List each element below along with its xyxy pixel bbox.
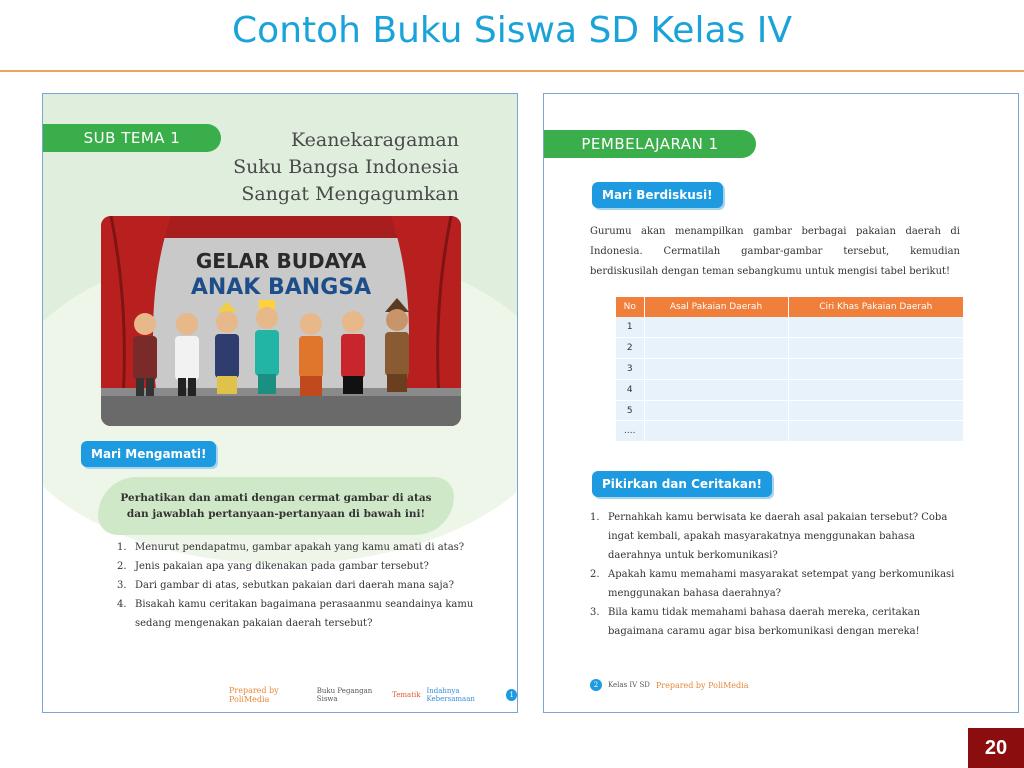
regional-clothing-table: [616, 297, 964, 442]
list-item: 2. Apakah kamu memahami masyarakat setempat yang berkomunikasi menggunakan bahasa daerahnya?: [590, 569, 955, 599]
list-item: 2. Jenis pakaian apa yang dikenakan pada gambar tersebut?: [117, 561, 429, 572]
stage-illustration: [101, 216, 461, 426]
subtema-tab: SUB TEMA 1: [43, 124, 221, 152]
page-number-badge: 2: [590, 679, 602, 691]
footer-book: Buku Pegangan Siswa: [316, 687, 373, 703]
title-divider: [0, 70, 1024, 72]
footer-prepared: Prepared by PoliMedia: [655, 680, 749, 690]
table-header-asal: Asal Pakaian Daerah: [644, 297, 788, 317]
banner-line-2: ANAK BANGSA: [190, 275, 372, 300]
list-item: 4. Bisakah kamu ceritakan bagaimana perasaanmu seandainya kamu sedang mengenakan pakaian daerah tersebut?: [117, 599, 474, 629]
table-row: ....: [616, 421, 964, 442]
table-header-no: No: [616, 297, 644, 317]
footer-tema: Indahnya Kebersamaan: [426, 687, 475, 703]
cultural-performance-illustration: [101, 216, 461, 426]
table-header-row: [616, 297, 964, 317]
footer-tematik: Tematik: [392, 691, 421, 699]
slide-title: Contoh Buku Siswa SD Kelas IV: [232, 10, 792, 51]
reflection-questions: [590, 508, 970, 641]
banner-line-1: GELAR BUDAYA: [195, 249, 367, 273]
book-page-right: [543, 93, 1019, 713]
table-row: 4: [616, 379, 964, 400]
table-header-ciri: Ciri Khas Pakaian Daerah: [788, 297, 964, 317]
mari-mengamati-label: Mari Mengamati!: [81, 441, 216, 467]
list-item: 1. Pernahkah kamu berwisata ke daerah asal pakaian tersebut? Coba ingat kembali, apakah masyarakatnya menggunakan bahasa daerahnya untuk berkomunikasi?: [590, 512, 948, 561]
observation-instruction: Perhatikan dan amati dengan cermat gambar di atas dan jawablah pertanyaan-pertanyaan di bawah ini!: [98, 477, 454, 535]
table-row: 3: [616, 359, 964, 380]
page-footer: [229, 686, 517, 704]
observation-questions: [117, 538, 477, 633]
page-number-badge: 1: [506, 689, 517, 701]
heading-line: Keanekaragaman: [290, 129, 459, 151]
mari-berdiskusi-label: Mari Berdiskusi!: [592, 182, 723, 208]
heading-line: Suku Bangsa Indonesia: [233, 156, 459, 178]
footer-prepared: Prepared by PoliMedia: [229, 686, 279, 704]
list-item: 3. Dari gambar di atas, sebutkan pakaian dari daerah mana saja?: [117, 580, 454, 591]
slide-page-number: 20: [968, 728, 1024, 768]
list-item: 1. Menurut pendapatmu, gambar apakah yang kamu amati di atas?: [117, 542, 465, 553]
table-row: 2: [616, 338, 964, 359]
table-row: 1: [616, 317, 964, 338]
subtema-heading: [233, 127, 459, 208]
footer-kelas: Kelas IV SD: [608, 681, 650, 689]
pembelajaran-tab: PEMBELAJARAN 1: [544, 130, 756, 158]
discussion-instruction: Gurumu akan menampilkan gambar berbagai pakaian daerah di Indonesia. Cermatilah gambar-gambar tersebut, kemudian berdiskusilah dengan teman sebangkumu untuk mengisi tabel berikut!: [590, 226, 960, 277]
table-row: 5: [616, 400, 964, 421]
list-item: 3. Bila kamu tidak memahami bahasa daerah mereka, ceritakan bagaimana caramu agar bisa berkomunikasi dengan mereka!: [590, 607, 921, 637]
heading-line: Sangat Mengagumkan: [241, 183, 459, 205]
page-footer: [590, 679, 748, 691]
pikirkan-ceritakan-label: Pikirkan dan Ceritakan!: [592, 471, 772, 497]
book-page-left: [42, 93, 518, 713]
